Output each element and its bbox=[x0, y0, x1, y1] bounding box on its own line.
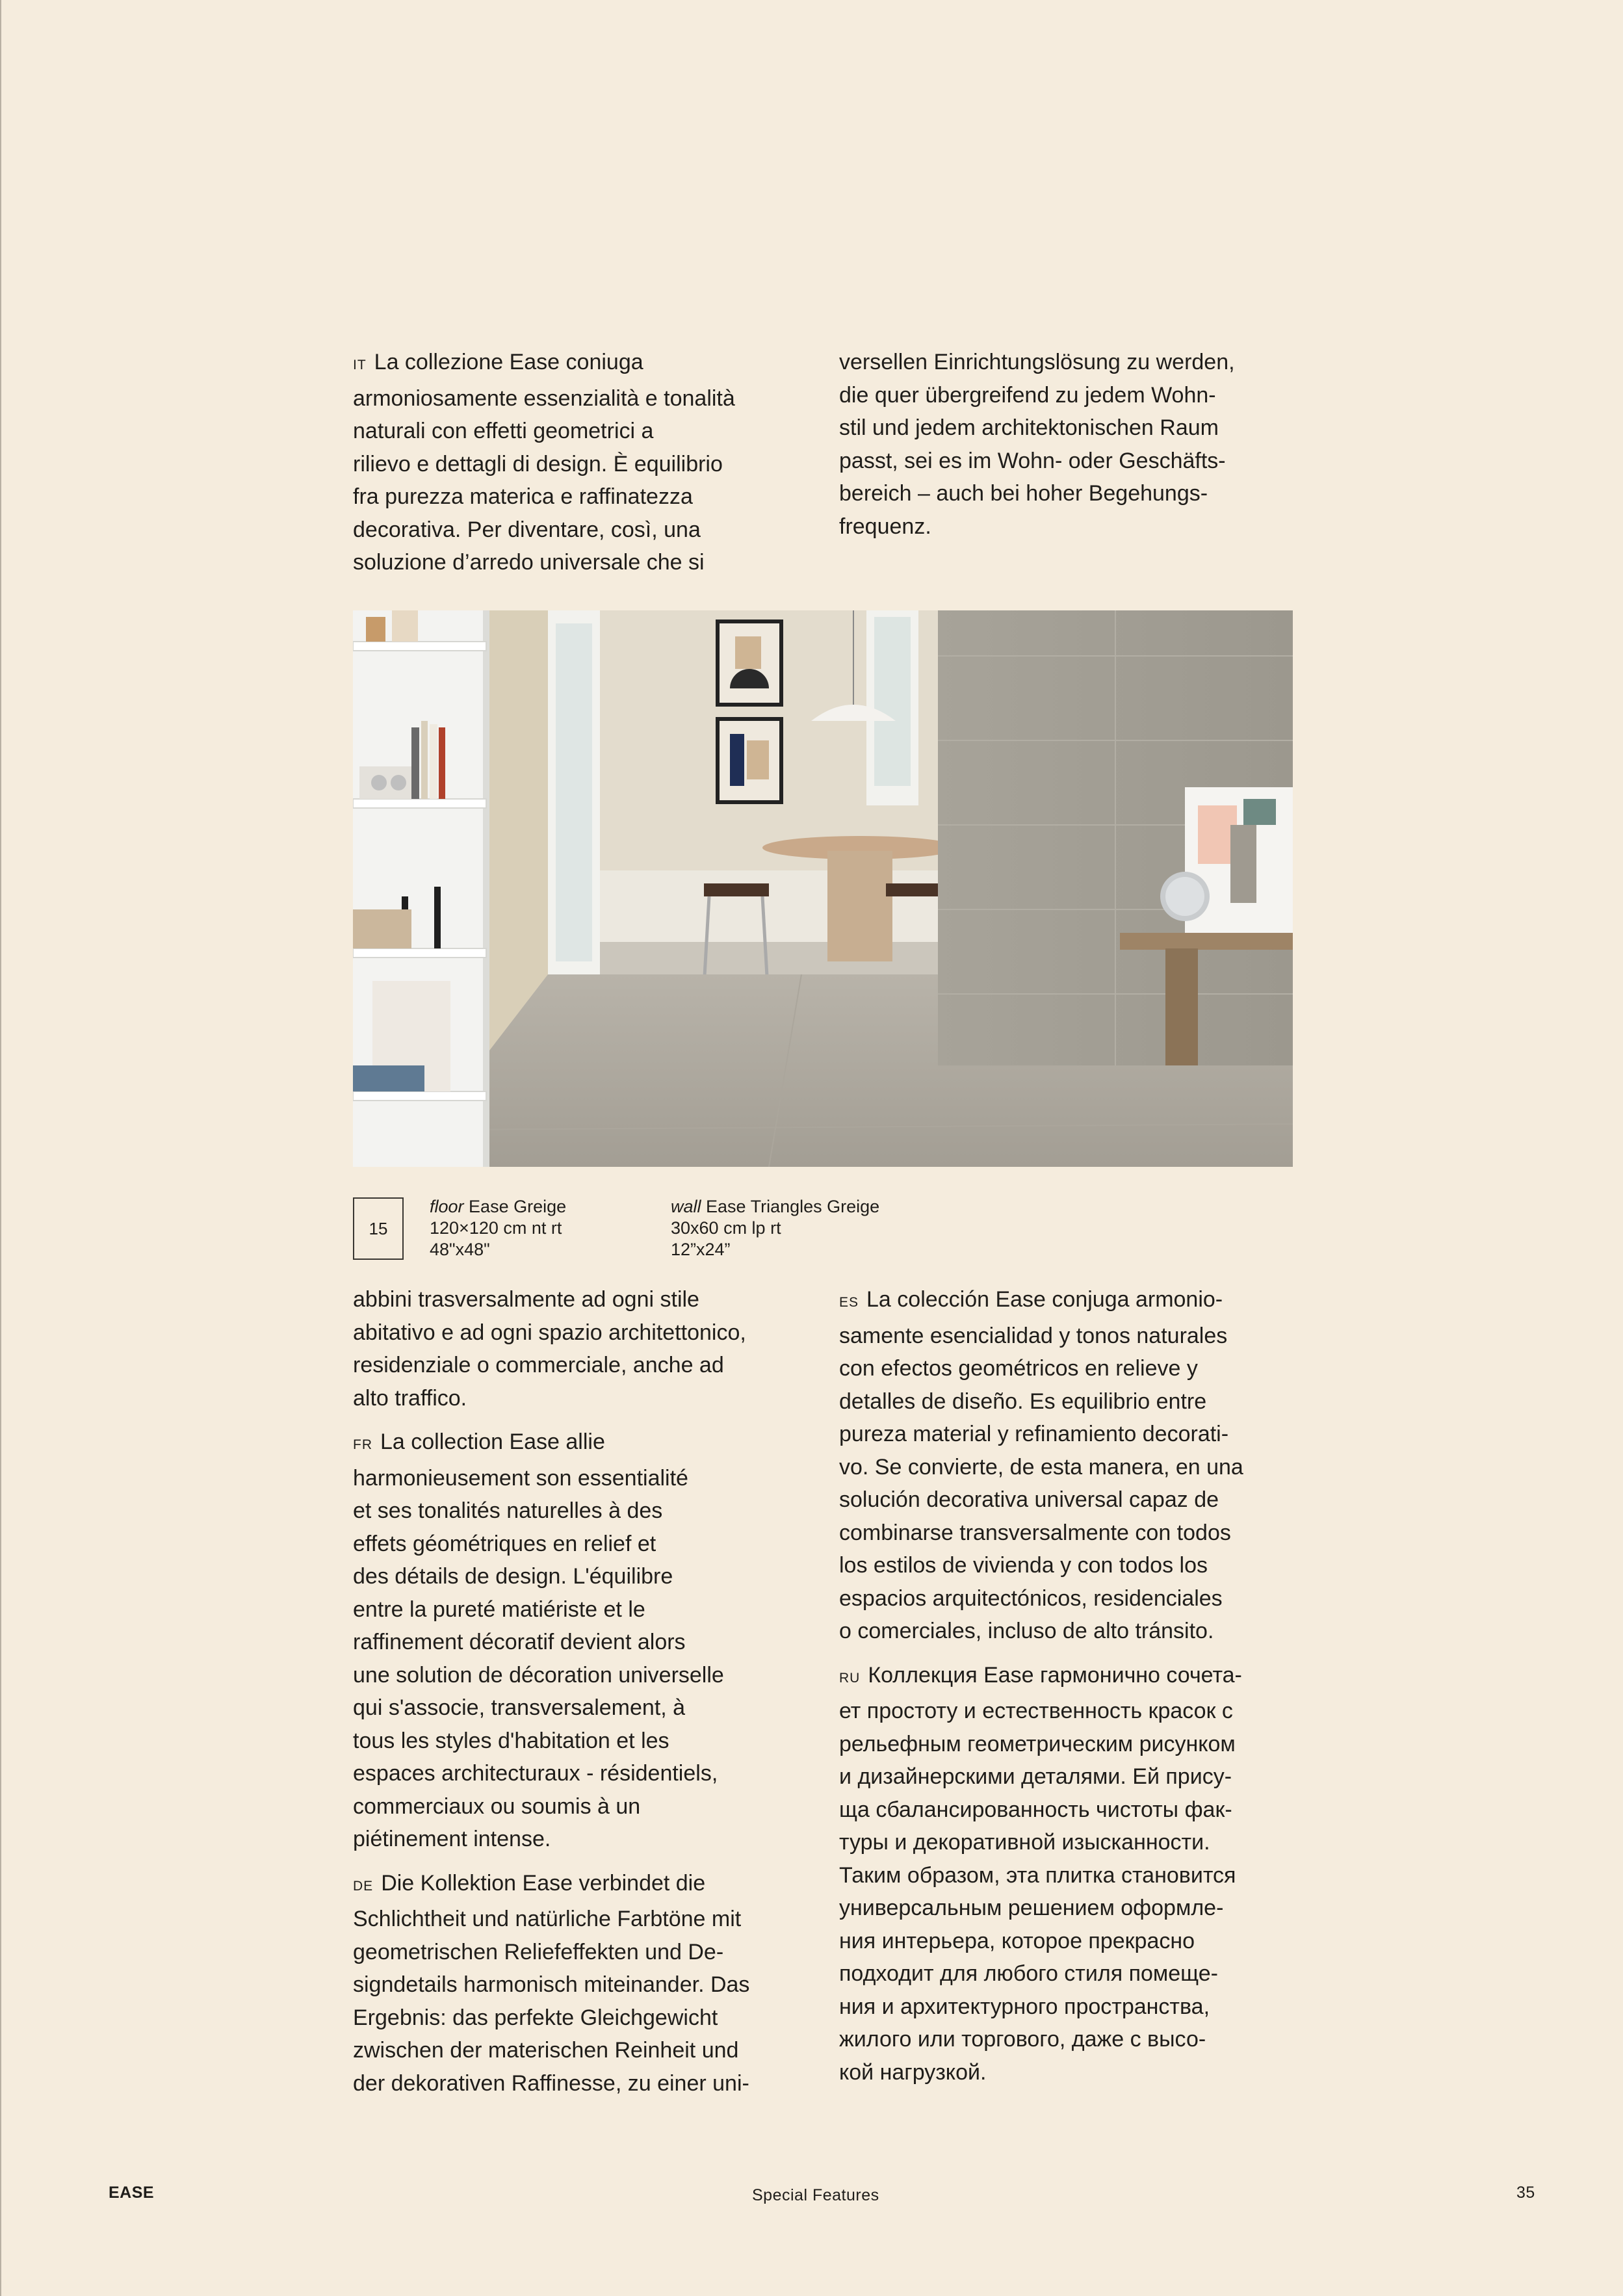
text-line: alto traffico. bbox=[353, 1385, 467, 1411]
paragraph-it-continued bbox=[353, 1283, 749, 1415]
text-line: harmonieusement son essentialité bbox=[353, 1465, 688, 1491]
text-line: o comerciales, incluso de alto tránsito. bbox=[839, 1619, 1214, 1643]
column-top-right bbox=[839, 346, 1235, 543]
text-line: подходит для любого стиля помеще- bbox=[839, 1961, 1218, 1986]
text-line: raffinement décoratif devient alors bbox=[353, 1630, 686, 1654]
text-line: pureza material y refinamiento decorati- bbox=[839, 1422, 1229, 1446]
text-line: ет простоту и естественность красок с bbox=[839, 1699, 1233, 1723]
text-line: espacios arquitectónicos, residenciales bbox=[839, 1585, 1223, 1611]
page-number: 35 bbox=[1516, 2184, 1535, 2202]
text-line: tous les styles d'habitation et les bbox=[353, 1728, 669, 1753]
text-line: une solution de décoration universelle bbox=[353, 1662, 724, 1688]
column-top-left bbox=[353, 346, 735, 579]
lang-code-es: ES bbox=[839, 1295, 859, 1310]
caption-wall-size-metric: 30x60 cm lp rt bbox=[671, 1218, 781, 1238]
text-line: der dekorativen Raffinesse, zu einer uni- bbox=[353, 2070, 749, 2096]
lang-code-fr: FR bbox=[353, 1437, 372, 1452]
lang-code-de: DE bbox=[353, 1878, 374, 1894]
text-line: decorativa. Per diventare, così, una bbox=[353, 517, 701, 542]
caption-floor-size-metric: 120×120 cm nt rt bbox=[430, 1218, 562, 1238]
text-line: combinarse transversalmente con todos bbox=[839, 1520, 1231, 1545]
text-line: abitativo e ad ogni spazio architettonico, bbox=[353, 1320, 746, 1345]
text-line: armoniosamente essenzialità e tonalità bbox=[353, 385, 735, 411]
text-line: Die Kollektion Ease verbindet die bbox=[381, 1870, 706, 1896]
text-line: vo. Se convierte, de esta manera, en una bbox=[839, 1454, 1243, 1480]
lang-code-it: IT bbox=[353, 358, 367, 372]
text-line: кой нагрузкой. bbox=[839, 2059, 987, 2085]
text-line: des détails de design. L'équilibre bbox=[353, 1564, 673, 1589]
text-line: qui s'associe, transversalement, à bbox=[353, 1695, 686, 1720]
text-line: geometrischen Reliefeffekten und De- bbox=[353, 1939, 724, 1964]
text-line: piétinement intense. bbox=[353, 1827, 551, 1851]
text-line: туры и декоративной изысканности. bbox=[839, 1830, 1210, 1855]
text-line: Коллекция Ease гармонично сочета- bbox=[868, 1662, 1242, 1688]
caption-wall bbox=[671, 1196, 879, 1260]
text-line: con efectos geométricos en relieve y bbox=[839, 1356, 1198, 1381]
text-line: Schlichtheit und natürliche Farbtöne mit bbox=[353, 1907, 742, 1931]
text-line: et ses tonalités naturelles à des bbox=[353, 1498, 663, 1523]
text-line: solución decorativa universal capaz de bbox=[839, 1487, 1219, 1512]
text-line: residenziale o commerciale, anche ad bbox=[353, 1353, 724, 1377]
text-line: Ergebnis: das perfekte Gleichgewicht bbox=[353, 2005, 718, 2030]
text-line: ща сбалансированность чистоты фак- bbox=[839, 1797, 1232, 1822]
text-line: effets géométriques en relief et bbox=[353, 1531, 656, 1556]
text-line: signdetails harmonisch miteinander. Das bbox=[353, 1972, 750, 1997]
text-line: La collezione Ease coniuga bbox=[374, 350, 643, 374]
column-bottom-left bbox=[353, 1283, 749, 2111]
text-line: bereich – auch bei hoher Begehungs- bbox=[839, 481, 1208, 506]
interior-photo bbox=[353, 610, 1293, 1167]
figure-number bbox=[353, 1197, 404, 1260]
text-line: fra purezza materica e raffinatezza bbox=[353, 484, 693, 509]
caption-wall-size-imperial: 12”x24” bbox=[671, 1240, 731, 1259]
text-line: naturali con effetti geometrici a bbox=[353, 419, 654, 443]
caption-floor-size-imperial: 48"x48" bbox=[430, 1240, 490, 1259]
text-line: ния и архитектурного пространства, bbox=[839, 1994, 1210, 2019]
text-line: los estilos de vivienda y con todos los bbox=[839, 1553, 1208, 1578]
caption-floor bbox=[430, 1196, 566, 1260]
caption-floor-label: floor bbox=[430, 1197, 464, 1216]
text-line: samente esencialidad y tonos naturales bbox=[839, 1323, 1228, 1348]
text-line: espaces architecturaux - résidentiels, bbox=[353, 1761, 718, 1786]
caption-wall-name: Ease Triangles Greige bbox=[706, 1197, 880, 1216]
figure-number-text: 15 bbox=[369, 1218, 388, 1238]
text-line: zwischen der materischen Reinheit und bbox=[353, 2038, 739, 2063]
text-line: versellen Einrichtungslösung zu werden, bbox=[839, 350, 1235, 374]
paragraph-ru bbox=[839, 1659, 1243, 2089]
text-line: rilievo e dettagli di design. È equilibrio bbox=[353, 451, 723, 476]
text-line: entre la pureté matiériste et le bbox=[353, 1597, 645, 1622]
text-line: жилого или торгового, даже с высо- bbox=[839, 2027, 1206, 2052]
paragraph-de bbox=[353, 1867, 749, 2100]
text-line: рельефным геометрическим рисунком bbox=[839, 1731, 1236, 1756]
lang-code-ru: RU bbox=[839, 1670, 861, 1686]
text-line: и дизайнерскими деталями. Ей прису- bbox=[839, 1764, 1232, 1789]
text-line: abbini trasversalmente ad ogni stile bbox=[353, 1287, 699, 1312]
page-edge bbox=[0, 0, 1, 2296]
text-line: stil und jedem architektonischen Raum bbox=[839, 415, 1219, 440]
footer-section-title: Special Features bbox=[752, 2186, 879, 2204]
paragraph-fr bbox=[353, 1426, 749, 1856]
text-line: soluzione d’arredo universale che si bbox=[353, 550, 705, 575]
text-line: La collection Ease allie bbox=[380, 1429, 605, 1454]
text-line: Таким образом, эта плитка становится bbox=[839, 1862, 1236, 1888]
caption-wall-label: wall bbox=[671, 1197, 701, 1216]
text-line: ния интерьера, которое прекрасно bbox=[839, 1928, 1195, 1953]
caption-floor-name: Ease Greige bbox=[469, 1197, 567, 1216]
text-line: универсальным решением оформле- bbox=[839, 1896, 1224, 1920]
column-bottom-right bbox=[839, 1283, 1243, 2100]
text-line: die quer übergreifend zu jedem Wohn- bbox=[839, 382, 1216, 408]
text-line: detalles de diseño. Es equilibrio entre bbox=[839, 1389, 1207, 1414]
text-line: frequenz. bbox=[839, 514, 931, 539]
footer-collection-name: EASE bbox=[109, 2184, 155, 2202]
paragraph-es bbox=[839, 1283, 1243, 1648]
text-line: passt, sei es im Wohn- oder Geschäfts- bbox=[839, 448, 1226, 473]
text-line: commerciaux ou soumis à un bbox=[353, 1794, 641, 1819]
text-line: La colección Ease conjuga armonio- bbox=[866, 1287, 1223, 1312]
interior-illustration bbox=[353, 610, 1293, 1167]
